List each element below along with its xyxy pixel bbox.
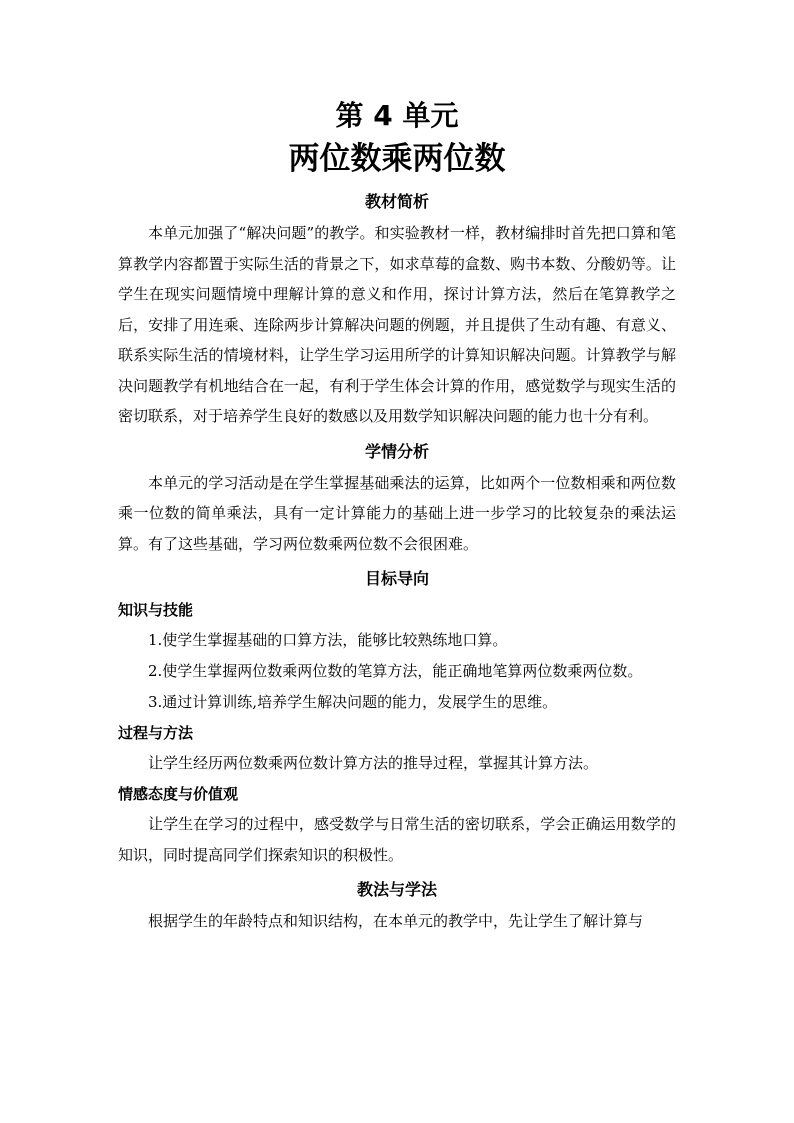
unit-title: 第 4 单元 xyxy=(335,99,459,132)
section-textbook-analysis xyxy=(118,190,676,432)
knowledge-item-2: 2.使学生掌握两位数乘两位数的笔算方法，能正确地笔算两位数乘两位数。 xyxy=(148,662,643,680)
section-heading-methods: 教法与学法 xyxy=(356,880,437,899)
section-learner-analysis xyxy=(118,440,676,560)
attitude-text: 让学生在学习的过程中，感受数学与日常生活的密切联系，学会正确运用数学的知识，同时提高同学们探索知识的积极性。 xyxy=(118,815,676,864)
sub-heading-process: 过程与方法 xyxy=(118,724,194,742)
knowledge-item-3: 3.通过计算训练,培养学生解决问题的能力，发展学生的思维。 xyxy=(148,693,558,711)
section-heading-textbook: 教材简析 xyxy=(364,192,429,211)
methods-paragraph: 根据学生的年龄特点和知识结构，在本单元的教学中，先让学生了解计算与 xyxy=(148,912,644,930)
section-heading-goals: 目标导向 xyxy=(364,569,429,588)
section-heading-learners: 学情分析 xyxy=(364,441,429,461)
learners-paragraph: 本单元的学习活动是在学生掌握基础乘法的运算，比如两个一位数相乘和两位数乘一位数的简单乘法，具有一定计算能力的基础上进一步学习的比较复杂的乘法运算。有了这些基础，学习两位数乘两位数不会很困难。 xyxy=(118,473,676,553)
section-methods xyxy=(118,878,676,937)
textbook-paragraph: 本单元加强了“解决问题”的教学。和实验教材一样，教材编排时首先把口算和笔算教学内容都置于实际生活的背景之下，如求草莓的盒数、购书本数、分酸奶等。让学生在现实问题情境中理解计算的意义和作用，探讨计算方法，然后在笔算教学之后，安排了用连乘、连除两步计算解决问题的例题，并且提供了生动有趣、有意义、联系实际生活的情境材料，让学生学习运用所学的计算知识解决问题。计算教学与解决问题教学有机地结合在一起，有利于学生体会计算的作用，感觉数学与现实生活的密切联系，对于培养学生良好的数感以及用数学知识解决问题的能力也十分有利。 xyxy=(118,224,676,425)
sub-heading-attitude: 情感态度与价值观 xyxy=(118,785,239,803)
process-text: 让学生经历两位数乘两位数计算方法的推导过程，掌握其计算方法。 xyxy=(148,754,599,772)
sub-heading-knowledge: 知识与技能 xyxy=(118,601,194,619)
section-goals xyxy=(118,567,676,870)
unit-subtitle: 两位数乘两位数 xyxy=(288,141,506,177)
knowledge-item-1: 1.使学生掌握基础的口算方法，能够比较熟练地口算。 xyxy=(148,631,508,649)
